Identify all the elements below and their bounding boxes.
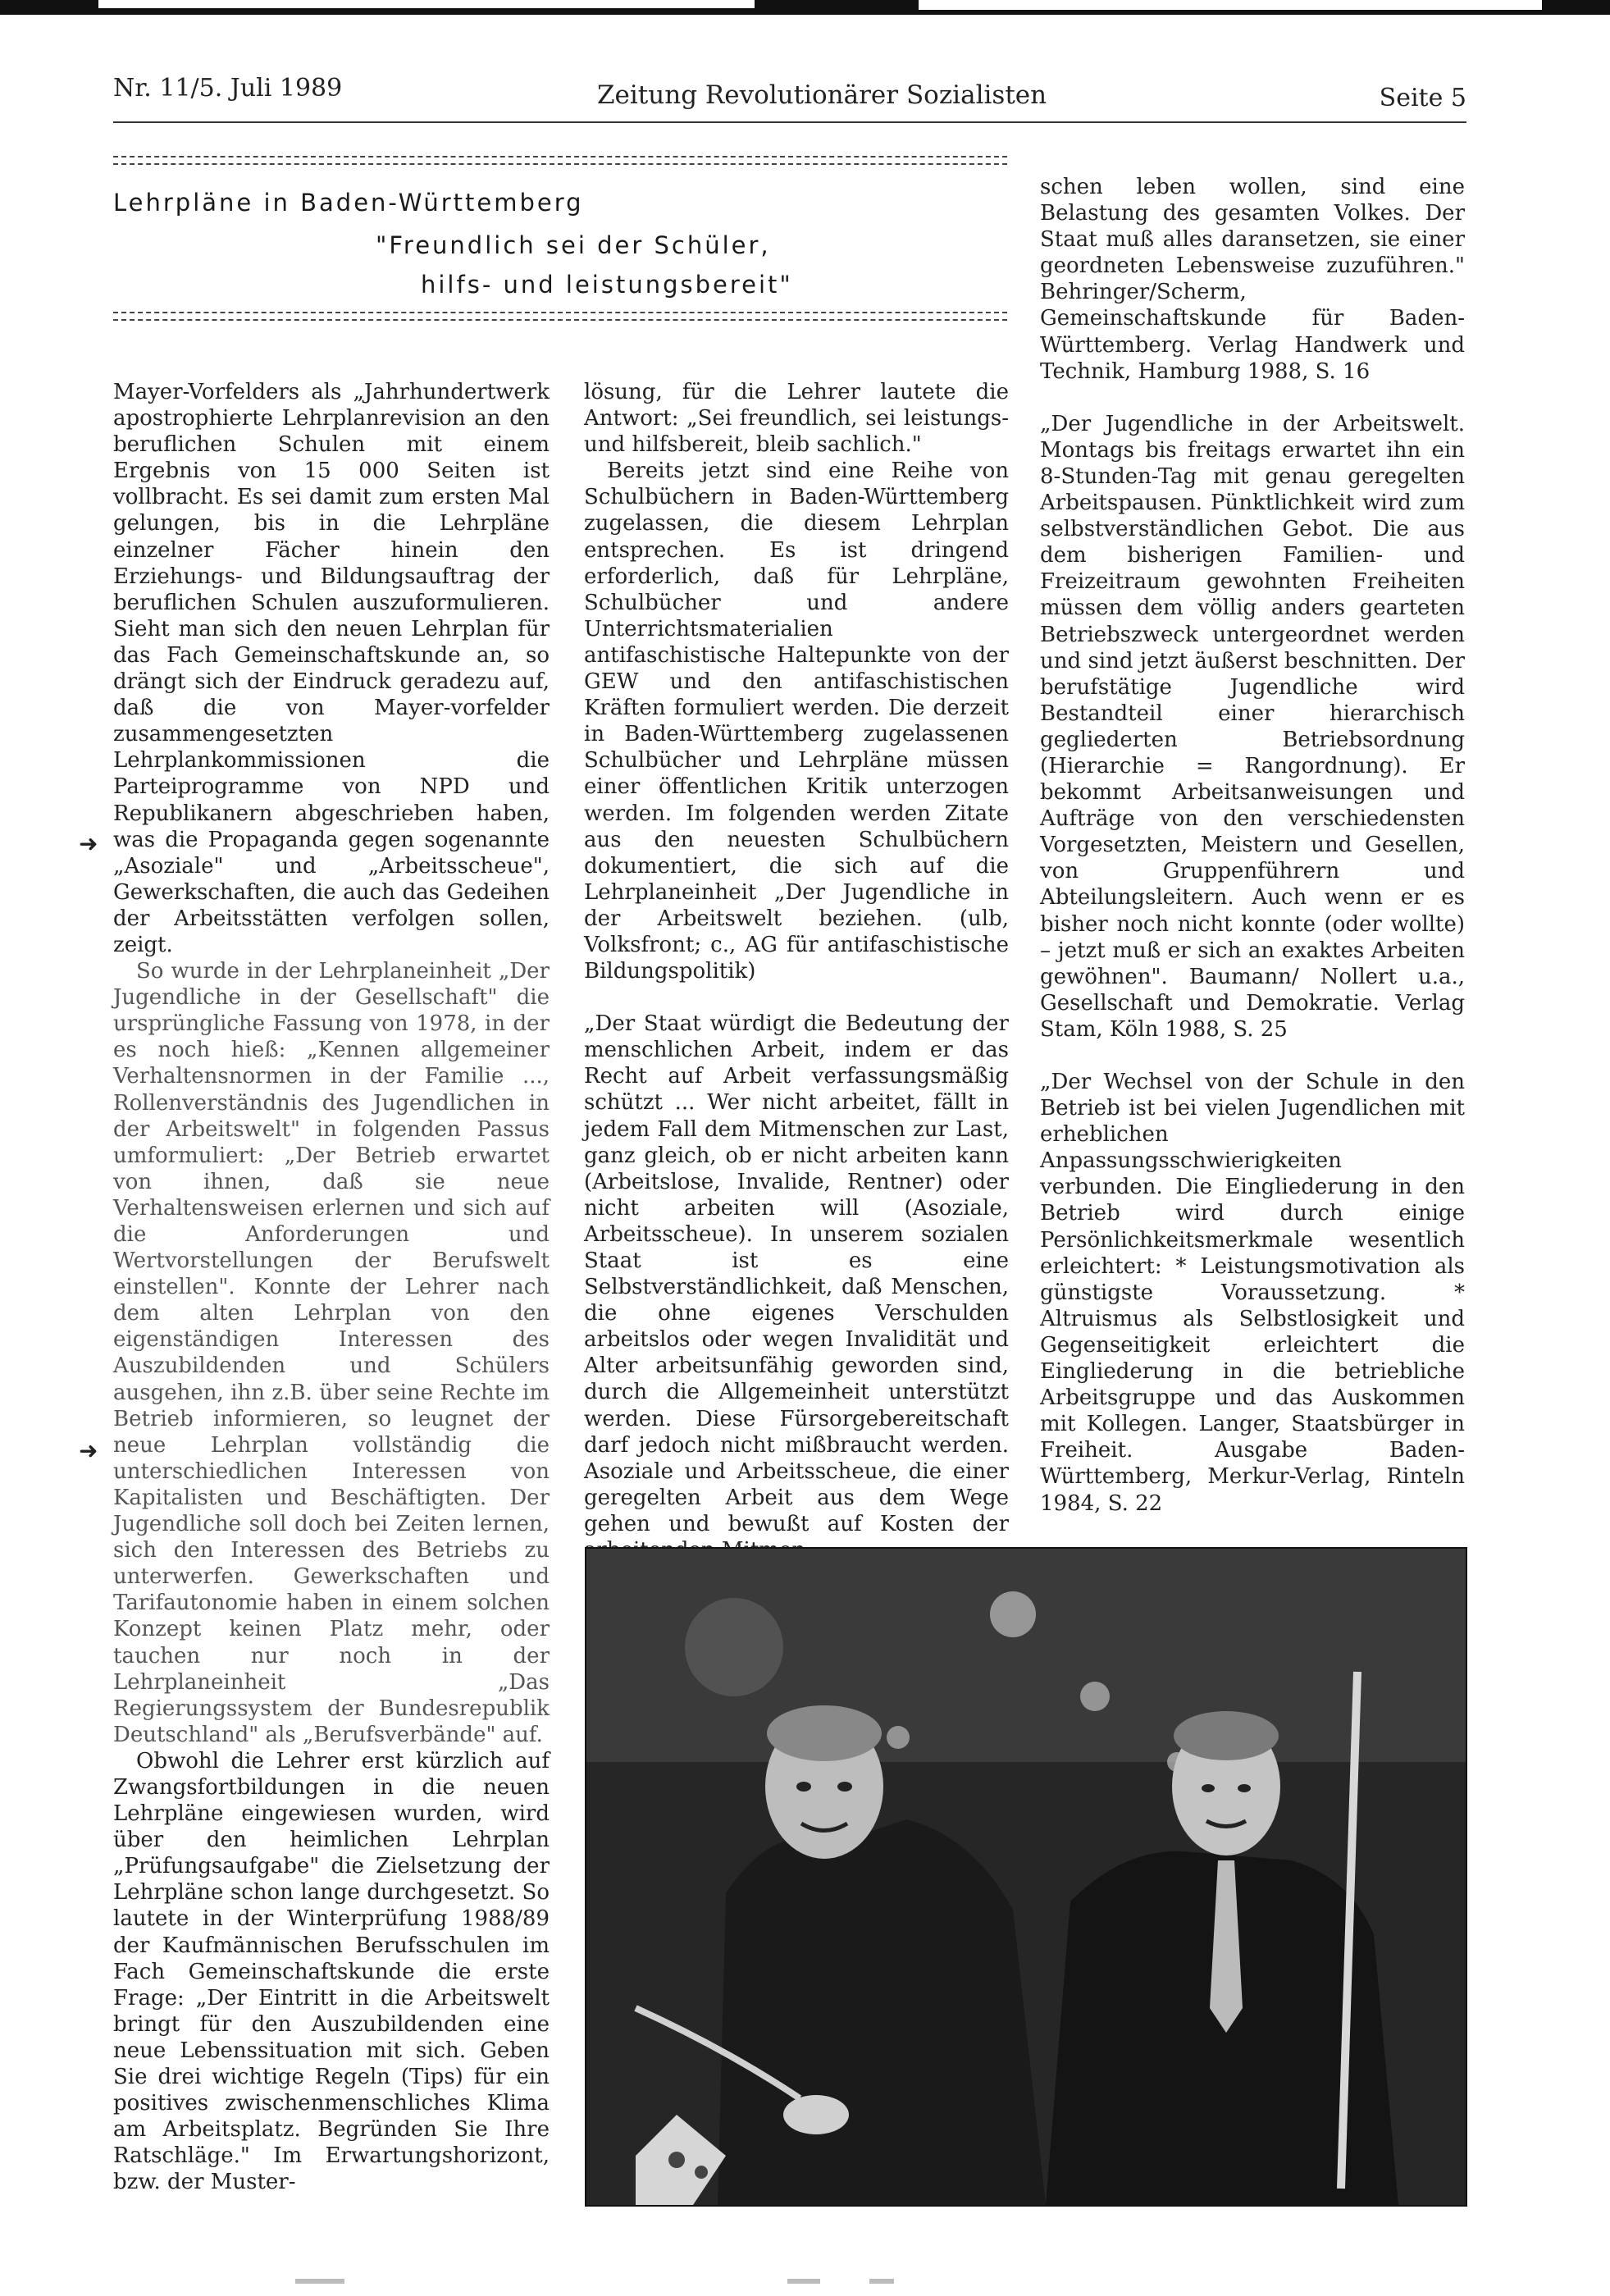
quote-paragraph: „Der Staat würdigt die Bedeutung der menschlichen Arbeit, indem er das Recht auf Arbeit verfassungsmäßig schützt ... Wer nicht arbeitet, fällt in jedem Fall dem Mitmenschen zur Last, ganz gleich, ob er nicht arbeiten kann (Arbeitslose, Invalide, Rentner) oder nicht arbeiten will (Asoziale, Arbeitsscheue). In unserem sozialen Staat ist es eine Selbstverständlichkeit, daß Menschen, die ohne eigenes Verschulden arbeitslos oder wegen Invalidität und Alter arbeitsunfähig geworden sind, durch die Allgemeinheit unterstützt werden. Diese Fürsorgebereitschaft darf jedoch nicht mißbraucht werden. Asoziale und Arbeitsscheue, die einer geregelten Arbeit aus dem Wege gehen und bewußt auf Kosten der <box>584 1011 1009 1536</box>
column-3 <box>1040 174 1465 1543</box>
scan-mark <box>787 2279 820 2284</box>
paragraph: Obwohl die Lehrer erst kürzlich auf Zwangsfortbildungen in die neuen Lehrpläne eingewiesen wurden, wird über den heimlichen Lehrplan „Prüfungsaufgabe" die Zielsetzung der Lehrpläne schon lange durchgesetzt. So lautete in der Winterprüfung 1988/89 der Kaufmännischen Berufsschulen im Fach Gemeinschaftskunde die erste Frage: „Der Eintritt in die Arbeitswelt bringt für den Auszubildenden eine neue Lebenssituation mit sich. Geben Sie drei wichtige Regeln (Tips) für ein positives zwischenmenschliches Klima am Arbeitsplatz. Begründen Sie Ihre Ratschläge." Im Erwartungshorizont, bzw. der Muster- <box>113 1748 550 2195</box>
issue-label: Nr. 11/5. Juli 1989 <box>113 74 343 103</box>
scan-top-edge <box>0 0 1610 15</box>
quote-paragraph: schen leben wollen, sind eine Belastung des gesamten Volkes. Der Staat muß alles daransetzen, sie einer geordneten Lebensweise zuzuführen." Behringer/Scherm, Gemeinschaftskunde für Baden-Württemberg. Verlag Handwerk und Technik, Hamburg 1988, S. 16 <box>1040 175 1465 384</box>
margin-arrow-icon: ➜ <box>79 1437 98 1464</box>
newspaper-title: Zeitung Revolutionärer Sozialisten <box>597 80 1047 110</box>
photo-illustration <box>586 1549 1466 2205</box>
double-rule-bottom <box>113 312 1007 321</box>
scan-mark <box>295 2279 344 2284</box>
scan-bottom-edge <box>0 2274 1610 2296</box>
page-header <box>113 66 1466 115</box>
paragraph: So wurde in der Lehrplaneinheit „Der Jugendliche in der Gesellschaft" die ursprüngliche Fassung von 1978, in der es noch hieß: „Kennen allgemeiner Verhaltensnormen in der Familie ..., Rollenverständnis des Jugendlichen in der Arbeitswelt" in folgenden Passus umformuliert: „Der Betrieb erwartet von ihnen, daß sie neue Verhaltensweisen erlernen und sich auf die Anforderungen und Wertvorstellungen der Berufswelt einstellen". Konnte der Lehrer nach dem alten Lehrplan von den eigenständigen Interessen des Auszubildenden und Schülers ausgehen, ihn z.B. über seine Rechte im Betrieb informieren, so leugnet der neue Lehrplan vollständig die unterschiedlichen Interessen von Kapitalisten und Beschäftigten. Der Jugendliche soll doch bei Zeiten lernen, sich den Interessen des Betriebs zu unterwerfen. Gewerkschaften und Tarifautonomie haben in einem solchen Konzept keinen Platz mehr, oder tauchen nur noch in der Lehrplaneinheit „Das Regierungssystem der Bundesrepublik Deutschland" als „Berufsverbände" auf. <box>113 959 550 1747</box>
column-1 <box>113 379 550 2195</box>
column-2 <box>584 379 1009 1563</box>
paragraph: Bereits jetzt sind eine Reihe von Schulbüchern in Baden-Württemberg zugelassen, die diesem Lehrplan entsprechen. Es ist dringend erforderlich, daß für Lehrpläne, Schulbücher und andere Unterrichtsmaterialien antifaschistische Haltepunkte von der GEW und den antifaschistischen Kräften formuliert werden. Die derzeit in Baden-Württemberg zugelassenen Schulbücher und Lehrpläne müssen einer öffentlichen Kritik unterzogen werden. Im folgenden werden Zitate aus den neuesten Schulbüchern dokumentiert, die sich auf die Lehrplaneinheit „Der Jugendliche in der Arbeitswelt beziehen. (ulb, Volksfront; c., AG für antifaschistische Bildungspolitik) <box>584 459 1009 984</box>
paragraph: lösung, für die Lehrer lautete die Antwort: „Sei freundlich, sei leistungs- und hilfsbereit, bleib sachlich." <box>584 380 1009 458</box>
page-number: Seite 5 <box>1379 84 1466 112</box>
headline-box <box>113 156 1007 328</box>
margin-arrow-icon: ➜ <box>79 830 98 857</box>
paragraph: Mayer-Vorfelders als „Jahrhundertwerk apostrophierte Lehrplanrevision an den beruflichen Schulen mit einem Ergebnis von 15 000 Seiten ist vollbracht. Es sei damit zum ersten Mal gelungen, bis in die Lehrpläne einzelner Fächer hinein den Erziehungs- und Bildungsauftrag der beruflichen Schulen auszuformulieren. Sieht man sich den neuen Lehrplan für das Fach Gemeinschaftskunde an, so drängt sich der Eindruck geradezu auf, daß die von Mayer-vorfelder zusammengesetzten Lehrplankommissionen die Parteiprogramme von NPD und Republikanern abgeschrieben haben, was die Propaganda gegen sogenannte „Asoziale" und „Arbeitsscheue", Gewerkschaften, die auch das Gedeihen der Arbeitsstätten verfolgen sollen, zeigt. <box>113 380 550 957</box>
scan-edge-gap <box>919 0 1542 10</box>
headline-line-1: "Freundlich sei der Schüler, <box>376 231 771 259</box>
scan-edge-gap <box>98 0 755 8</box>
news-photo <box>585 1547 1467 2207</box>
double-rule-top <box>113 156 1007 165</box>
quote-paragraph: „Der Wechsel von der Schule in den Betrieb ist bei vielen Jugendlichen mit erheblichen Anpassungsschwierigkeiten verbunden. Die Eingliederung in den Betrieb wird durch einige Persönlichkeitsmerkmale wesentlich erleichtert: * Leistungsmotivation als günstigste Voraussetzung. * Altruismus als Selbstlosigkeit und Gegenseitigkeit erleichtert die Eingliederung in die betriebliche Arbeitsgruppe und das Auskommen mit Kollegen. Langer, Staatsbürger in Freiheit. Ausgabe Baden-Württemberg, Merkur-Verlag, Rinteln 1984, S. 22 <box>1040 1070 1465 1516</box>
headline-line-2: hilfs- und leistungsbereit" <box>421 271 793 299</box>
quote-paragraph: „Der Jugendliche in der Arbeitswelt. Montags bis freitags erwartet ihn ein 8-Stunden-Tag mit genau geregelten Arbeitspausen. Pünktlichkeit wird zum selbstverständlichen Gebot. Die aus dem bisherigen Familien- und Freizeitraum gewohnten Freiheiten müssen dem völlig anders gearteten Betriebszweck untergeordnet werden und sind jetzt äußerst beschnitten. Der berufstätige Jugendliche wird Bestandteil einer hierarchisch gegliederten Betriebsordnung (Hierarchie = Rangordnung). Er bekommt Arbeitsanweisungen und Aufträge von den verschiedensten Vorgesetzten, Meistern und Gesellen, von Gruppenführern und Abteilungsleitern. Auch wenn er es bisher noch nicht konnte (oder wollte) – jetzt muß er sich an exaktes Arbeiten gewöhnen". Baumann/ Nollert u.a., Gesellschaft und Demokratie. Verlag Stam, Köln 1988, S. 25 <box>1040 411 1465 1042</box>
scan-mark <box>869 2279 894 2284</box>
header-rule <box>113 121 1466 123</box>
article-kicker: Lehrpläne in Baden-Württemberg <box>113 189 584 217</box>
